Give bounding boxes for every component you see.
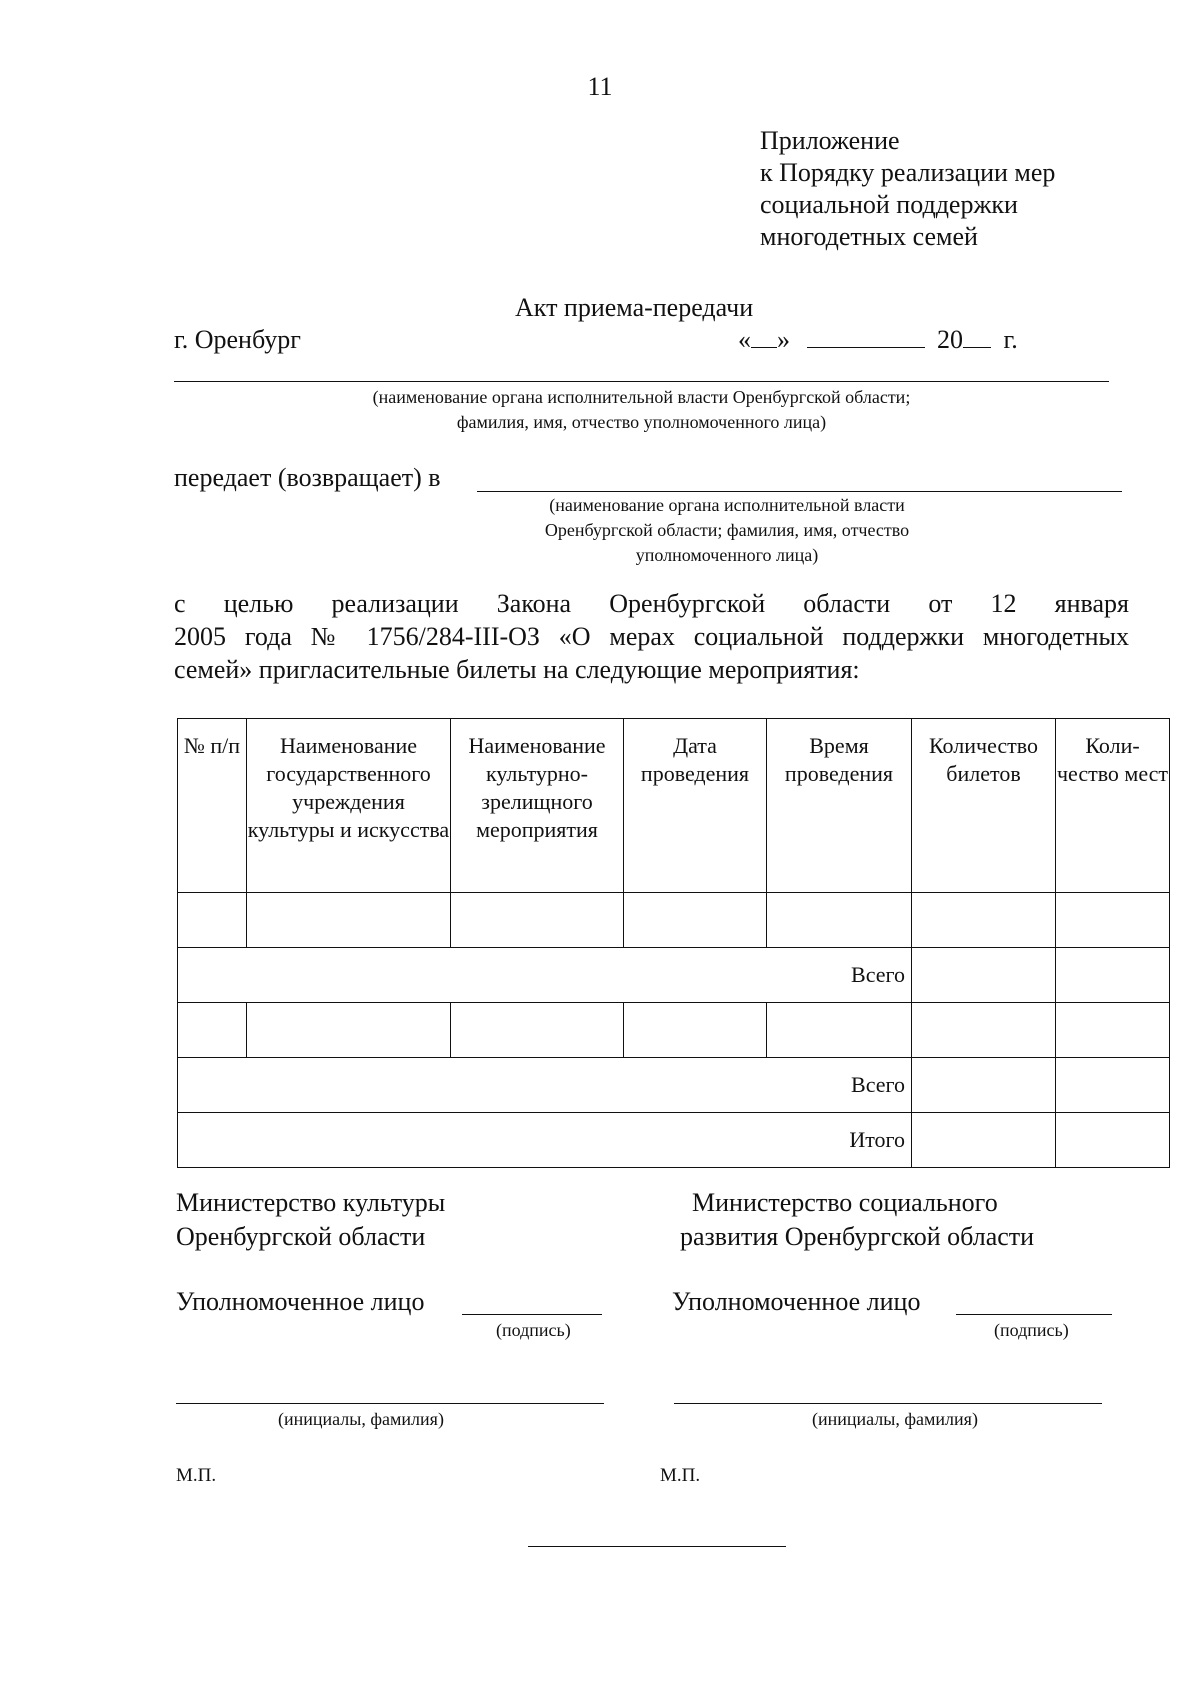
header-cell: Коли-чество мест	[1056, 719, 1170, 893]
right-party-line: развития Оренбургской области	[680, 1222, 1035, 1251]
transfer-label: передает (возвращает) в	[174, 463, 441, 492]
purpose-line: 2005 года № 1756/284-III-ОЗ «О мерах социальной поддержки многодетных	[174, 622, 1129, 651]
left-initials-caption: (инициалы, фамилия)	[278, 1409, 444, 1429]
appendix-block	[760, 125, 1180, 253]
table-cell[interactable]	[1056, 1003, 1170, 1058]
act-title: Акт приема-передачи	[515, 293, 754, 322]
recipient-caption-line: уполномоченного лица)	[635, 545, 819, 565]
city: г. Оренбург	[174, 325, 301, 354]
subtotal-label: Всего	[178, 948, 912, 1003]
table-cell[interactable]	[1056, 1058, 1170, 1113]
table-cell[interactable]	[1056, 1113, 1170, 1168]
purpose-paragraph	[174, 587, 1129, 686]
date-line	[738, 323, 1018, 356]
year-blank	[963, 325, 991, 348]
table-cell[interactable]	[767, 893, 912, 948]
table-cell[interactable]	[451, 1003, 624, 1058]
grand-total-row	[178, 1113, 1170, 1168]
table-cell[interactable]	[912, 1113, 1056, 1168]
table-cell[interactable]	[912, 948, 1056, 1003]
grand-total-label: Итого	[178, 1113, 912, 1168]
table-header-row	[178, 719, 1170, 893]
header-cell: № п/п	[178, 719, 247, 893]
right-authorized-label: Уполномоченное лицо	[672, 1287, 921, 1316]
day-blank	[751, 325, 777, 348]
issuer-line	[174, 381, 1109, 382]
events-table	[177, 718, 1170, 1168]
table-cell[interactable]	[624, 893, 767, 948]
right-seal-mark: М.П.	[660, 1465, 701, 1486]
table-cell[interactable]	[178, 893, 247, 948]
left-seal-mark: М.П.	[176, 1465, 217, 1486]
right-signature-caption: (подпись)	[994, 1320, 1069, 1340]
table-cell[interactable]	[1056, 893, 1170, 948]
table-cell[interactable]	[912, 893, 1056, 948]
header-cell: Время проведения	[767, 719, 912, 893]
left-signature-line[interactable]	[462, 1314, 602, 1315]
table-row	[178, 1003, 1170, 1058]
table-cell[interactable]	[247, 893, 451, 948]
header-cell: Количество билетов	[912, 719, 1056, 893]
left-party-line: Оренбургской области	[176, 1222, 426, 1251]
table-row	[178, 893, 1170, 948]
table-cell[interactable]	[767, 1003, 912, 1058]
purpose-line: с целью реализации Закона Оренбургской области от 12 января	[174, 589, 1129, 618]
header-cell: Наименование культурно-зрелищного мероприятия	[451, 719, 624, 893]
recipient-caption	[477, 493, 977, 568]
month-blank	[807, 325, 925, 348]
header-cell: Дата проведения	[624, 719, 767, 893]
year-suffix: г.	[1003, 325, 1018, 354]
table-cell[interactable]	[178, 1003, 247, 1058]
header-cell: Наименование государственного учреждения культуры и искусства	[247, 719, 451, 893]
table-cell[interactable]	[451, 893, 624, 948]
table-cell[interactable]	[247, 1003, 451, 1058]
date-close-quote: »	[777, 325, 790, 354]
right-initials-caption: (инициалы, фамилия)	[812, 1409, 978, 1429]
date-open-quote: «	[738, 325, 751, 354]
appendix-line: к Порядку реализации мер	[760, 158, 1056, 187]
recipient-caption-line: Оренбургской области; фамилия, имя, отчество	[544, 520, 910, 540]
subtotal-label: Всего	[178, 1058, 912, 1113]
recipient-caption-line: (наименование органа исполнительной власти	[549, 495, 905, 515]
appendix-line: многодетных семей	[760, 222, 978, 251]
left-signature-caption: (подпись)	[496, 1320, 571, 1340]
right-party-name	[680, 1186, 1034, 1254]
left-authorized-label: Уполномоченное лицо	[176, 1287, 425, 1316]
table-cell[interactable]	[1056, 948, 1170, 1003]
table-cell[interactable]	[912, 1003, 1056, 1058]
closing-rule	[528, 1546, 786, 1547]
subtotal-row	[178, 1058, 1170, 1113]
issuer-caption-line: фамилия, имя, отчество уполномоченного лица)	[456, 412, 827, 432]
page-number: 11	[587, 72, 613, 101]
subtotal-row	[178, 948, 1170, 1003]
left-party-line: Министерство культуры	[176, 1188, 446, 1217]
appendix-line: социальной поддержки	[760, 190, 1018, 219]
appendix-line: Приложение	[760, 126, 900, 155]
left-initials-line[interactable]	[176, 1403, 604, 1404]
issuer-caption	[174, 385, 1109, 435]
purpose-line: семей» пригласительные билеты на следующие мероприятия:	[174, 655, 860, 684]
left-party-name	[176, 1186, 445, 1254]
table-cell[interactable]	[912, 1058, 1056, 1113]
year-prefix: 20	[937, 325, 963, 354]
recipient-line	[477, 491, 1122, 492]
right-signature-line[interactable]	[956, 1314, 1112, 1315]
right-party-line: Министерство социального	[692, 1188, 998, 1217]
right-initials-line[interactable]	[674, 1403, 1102, 1404]
table-cell[interactable]	[624, 1003, 767, 1058]
issuer-caption-line: (наименование органа исполнительной власти Оренбургской области;	[372, 387, 911, 407]
